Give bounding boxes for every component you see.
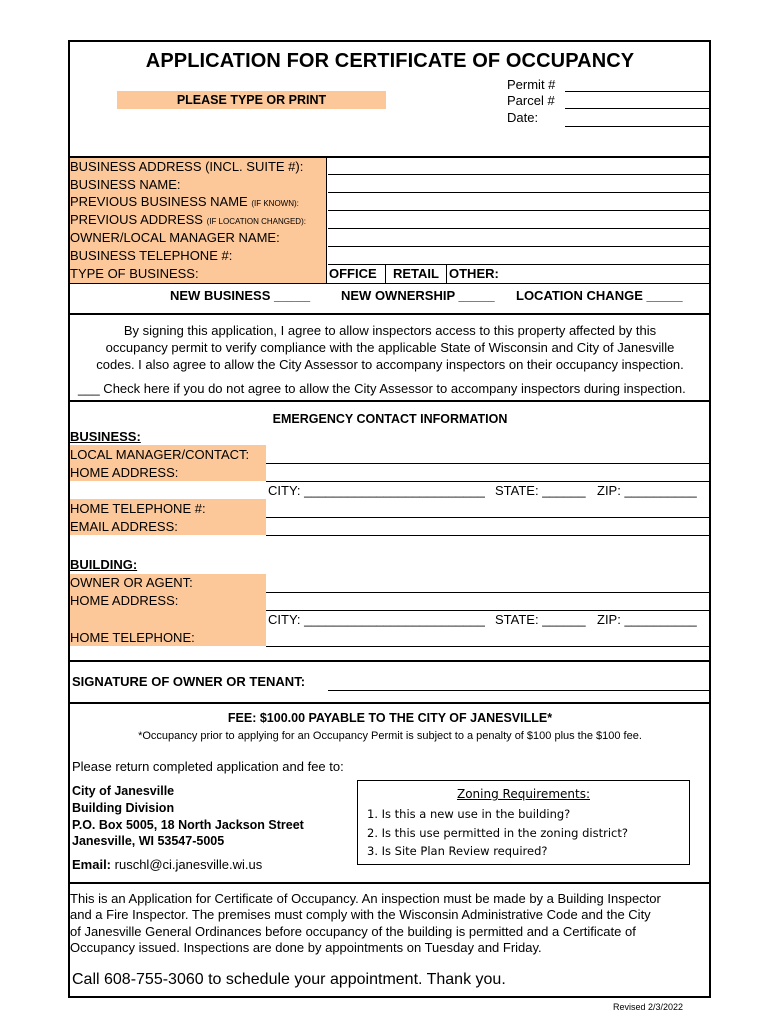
type-divider (385, 264, 386, 283)
address-line-2: Building Division (72, 801, 175, 815)
permit-field[interactable] (565, 91, 711, 92)
section-divider (68, 702, 711, 704)
agreement-line-1: By signing this application, I agree to allow inspectors access to this property affected by this (123, 323, 657, 338)
email-link[interactable]: ruschl@ci.janesville.wi.us (114, 857, 263, 872)
date-label: Date: (507, 110, 539, 125)
owner-manager-field[interactable] (328, 246, 711, 247)
owner-manager-label: OWNER/LOCAL MANAGER NAME: (70, 230, 280, 245)
home-telephone-field[interactable] (266, 517, 711, 518)
type-retail-option[interactable]: RETAIL (393, 266, 439, 281)
state-field[interactable]: STATE: ______ (495, 483, 586, 498)
new-ownership-check[interactable]: NEW OWNERSHIP _____ (341, 288, 495, 303)
building-home-telephone-label: HOME TELEPHONE: (70, 630, 195, 645)
email-address-field[interactable] (266, 535, 711, 536)
type-divider (446, 264, 447, 283)
section-divider (68, 882, 711, 884)
assessor-opt-out-check[interactable]: ___ Check here if you do not agree to allow the City Assessor to accompany inspectors during inspection. (78, 381, 686, 396)
business-telephone-label: BUSINESS TELEPHONE #: (70, 248, 233, 263)
previous-address-label (70, 211, 306, 231)
previous-business-name-text: PREVIOUS BUSINESS NAME (70, 194, 248, 209)
business-name-field[interactable] (328, 192, 711, 193)
previous-address-note: (IF LOCATION CHANGED): (206, 217, 306, 226)
home-telephone-label: HOME TELEPHONE #: (70, 501, 206, 516)
building-home-telephone-field[interactable] (266, 646, 711, 647)
previous-business-name-label (70, 193, 299, 213)
signature-field[interactable] (328, 690, 711, 691)
zoning-question-2: 2. Is this use permitted in the zoning district? (367, 826, 628, 840)
call-to-schedule: Call 608-755-3060 to schedule your appointment. Thank you. (72, 971, 506, 988)
previous-business-name-note: (IF KNOWN): (251, 199, 299, 208)
section-divider (68, 660, 711, 662)
info-para-line-2: and a Fire Inspector. The premises must comply with the Wisconsin Administrative Code and the City (70, 907, 651, 922)
emergency-heading: EMERGENCY CONTACT INFORMATION (272, 412, 508, 426)
fee-heading: FEE: $100.00 PAYABLE TO THE CITY OF JANESVILLE* (227, 711, 553, 725)
business-heading: BUSINESS: (70, 429, 141, 444)
form-title: APPLICATION FOR CERTIFICATE OF OCCUPANCY (145, 50, 635, 72)
column-divider (326, 158, 327, 283)
info-para-line-1: This is an Application for Certificate of Occupancy. An inspection must be made by a Building Inspector (70, 891, 661, 906)
local-manager-field[interactable] (266, 463, 711, 464)
previous-address-text: PREVIOUS ADDRESS (70, 212, 203, 227)
info-para-line-4: Occupancy issued. Inspections are done by appointments on Tuesday and Friday. (70, 940, 542, 955)
location-change-check[interactable]: LOCATION CHANGE _____ (516, 288, 683, 303)
previous-business-name-field[interactable] (328, 210, 711, 211)
zoning-requirements-box (357, 780, 690, 865)
address-line-3: P.O. Box 5005, 18 North Jackson Street (72, 818, 304, 832)
info-para-line-3: of Janesville General Ordinances before occupancy of the building is permitted and a Certificate of (70, 924, 636, 939)
permit-label: Permit # (507, 77, 556, 92)
business-name-label: BUSINESS NAME: (70, 177, 181, 192)
home-address-label: HOME ADDRESS: (70, 465, 179, 480)
fee-note: *Occupancy prior to applying for an Occupancy Permit is subject to a penalty of $100 plus the $100 fee. (138, 730, 642, 742)
business-address-field[interactable] (328, 174, 711, 175)
new-business-check[interactable]: NEW BUSINESS _____ (170, 288, 311, 303)
type-row-bottom (68, 283, 711, 284)
agreement-line-3: codes. I also agree to allow the City Assessor to accompany inspectors on their occupancy inspection. (96, 357, 684, 372)
local-manager-label: LOCAL MANAGER/CONTACT: (70, 447, 250, 462)
type-other-option[interactable]: OTHER: (449, 266, 499, 281)
email-address-label: EMAIL ADDRESS: (70, 519, 178, 534)
zoning-title: Zoning Requirements: (456, 787, 590, 801)
type-office-option[interactable]: OFFICE (329, 266, 377, 281)
type-of-business-label: TYPE OF BUSINESS: (70, 266, 199, 281)
building-city-field[interactable]: CITY: _________________________ (268, 612, 485, 627)
building-home-address-label: HOME ADDRESS: (70, 593, 179, 608)
owner-agent-label: OWNER OR AGENT: (70, 575, 193, 590)
section-divider (68, 400, 711, 402)
previous-address-field[interactable] (328, 228, 711, 229)
signature-label: SIGNATURE OF OWNER OR TENANT: (72, 674, 306, 689)
parcel-field[interactable] (565, 108, 711, 109)
address-line-1: City of Janesville (72, 784, 175, 798)
return-instructions: Please return completed application and fee to: (72, 759, 344, 774)
parcel-label: Parcel # (507, 93, 555, 108)
type-or-print-label: PLEASE TYPE OR PRINT (176, 93, 327, 107)
address-line-4: Janesville, WI 53547-5005 (72, 834, 225, 848)
zoning-question-1: 1. Is this a new use in the building? (367, 807, 571, 821)
zoning-question-3: 3. Is Site Plan Review required? (367, 844, 548, 858)
business-address-label: BUSINESS ADDRESS (INCL. SUITE #): (70, 159, 304, 174)
revised-date: Revised 2/3/2022 (613, 1002, 684, 1012)
building-heading: BUILDING: (70, 557, 138, 572)
section-divider (68, 313, 711, 315)
email-label: Email: (72, 857, 112, 872)
agreement-line-2: occupancy permit to verify compliance with the applicable State of Wisconsin and City of Janesville (105, 340, 675, 355)
city-field[interactable]: CITY: _________________________ (268, 483, 485, 498)
owner-agent-field[interactable] (266, 592, 711, 593)
building-zip-field[interactable]: ZIP: __________ (597, 612, 697, 627)
building-state-field[interactable]: STATE: ______ (495, 612, 586, 627)
zip-field[interactable]: ZIP: __________ (597, 483, 697, 498)
email-line (72, 856, 262, 874)
date-field[interactable] (565, 126, 711, 127)
